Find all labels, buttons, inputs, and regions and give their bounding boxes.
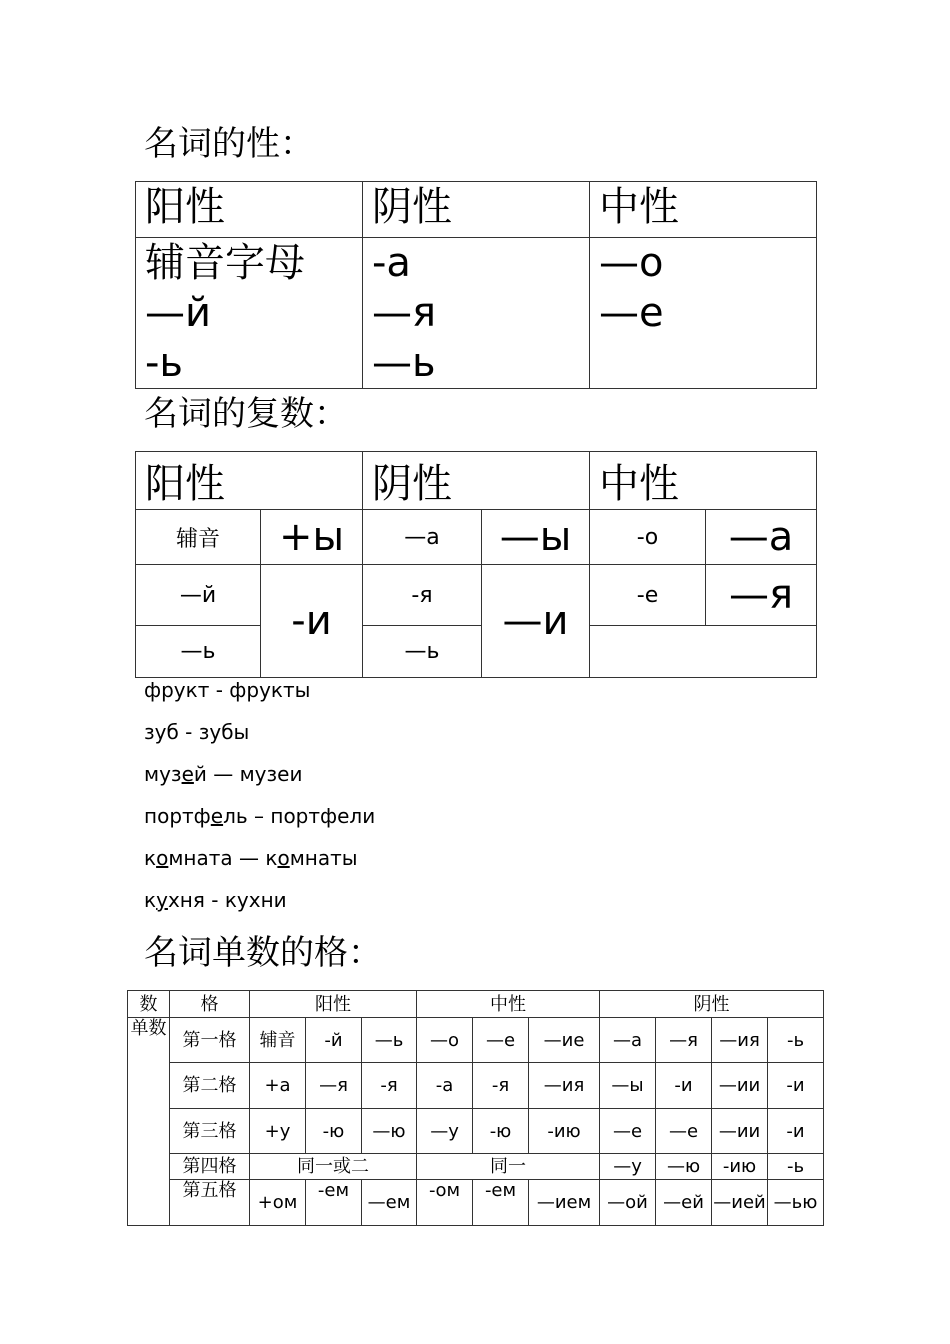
case-name: 第五格 xyxy=(170,1180,250,1226)
ending-cell: —ью xyxy=(768,1180,824,1226)
col-neuter-header: 中性 xyxy=(417,991,600,1018)
singular-ending: —ь xyxy=(363,626,482,678)
ending: -ь xyxy=(145,340,184,386)
stress-mark: о xyxy=(156,846,169,870)
ending-cell: —е xyxy=(656,1109,712,1154)
stress-mark: о xyxy=(277,846,290,870)
ending-cell: -ю xyxy=(473,1109,529,1154)
singular-ending: —й xyxy=(136,565,261,626)
ending-cell: +у xyxy=(250,1109,306,1154)
ending-cell: —у xyxy=(600,1154,656,1180)
case-name: 第一格 xyxy=(170,1018,250,1063)
ending-cell: -й xyxy=(306,1018,362,1063)
example-line: зуб - зубы xyxy=(144,720,250,744)
plural-table xyxy=(135,451,817,678)
ending-cell: —я xyxy=(656,1018,712,1063)
example-line: музей — музеи xyxy=(144,762,303,786)
header-masculine: 阳性 xyxy=(136,452,363,510)
ending-cell: 辅音 xyxy=(250,1018,306,1063)
col-number-header: 数 xyxy=(128,991,170,1018)
ending-cell: -ь xyxy=(768,1018,824,1063)
col-masculine-header: 阳性 xyxy=(250,991,417,1018)
ending-cell: —о xyxy=(417,1018,473,1063)
ending-cell: —ей xyxy=(656,1180,712,1226)
ending-cell: 同一或二 xyxy=(250,1154,417,1180)
ending: —ь xyxy=(372,340,436,386)
ending: -а xyxy=(372,240,411,286)
gender-table xyxy=(135,181,817,389)
plural-ending: —и xyxy=(482,565,590,678)
ending-cell: -а xyxy=(417,1063,473,1109)
case-name: 第四格 xyxy=(170,1154,250,1180)
ending-cell: -и xyxy=(656,1063,712,1109)
example-line: фрукт - фрукты xyxy=(144,678,311,702)
case-name: 第二格 xyxy=(170,1063,250,1109)
ending-cell: —ии xyxy=(712,1063,768,1109)
plural-heading: 名词的复数： xyxy=(144,394,348,434)
plural-ending: —я xyxy=(706,565,817,626)
empty-cell xyxy=(590,626,817,678)
stress-mark: е xyxy=(210,804,224,828)
ending: 辅音字母 xyxy=(145,240,305,286)
ending: —й xyxy=(145,290,211,336)
singular-ending: -я xyxy=(363,565,482,626)
header-feminine: 阴性 xyxy=(363,182,590,238)
ending-cell: —ем xyxy=(362,1180,417,1226)
plural-ending: —а xyxy=(706,510,817,565)
singular-ending: —ь xyxy=(136,626,261,678)
neuter-endings xyxy=(590,238,817,389)
ending-cell: —у xyxy=(417,1109,473,1154)
ending-cell: -ом xyxy=(417,1180,473,1226)
ending-cell: -я xyxy=(473,1063,529,1109)
plural-ending: +ы xyxy=(261,510,363,565)
ending-cell: —я xyxy=(306,1063,362,1109)
case-table xyxy=(127,990,824,1226)
masculine-endings xyxy=(136,238,363,389)
col-feminine-header: 阴性 xyxy=(600,991,824,1018)
ending-cell: —а xyxy=(600,1018,656,1063)
ending-cell: -ь xyxy=(768,1154,824,1180)
ending-cell: —е xyxy=(600,1109,656,1154)
ending-cell: —е xyxy=(473,1018,529,1063)
ending-cell: —ь xyxy=(362,1018,417,1063)
example-line: комната — комнаты xyxy=(144,846,358,870)
ending-cell: -и xyxy=(768,1063,824,1109)
ending-cell: -ю xyxy=(306,1109,362,1154)
ending: —е xyxy=(599,290,664,336)
singular-case-heading: 名词单数的格： xyxy=(144,933,382,973)
header-feminine: 阴性 xyxy=(363,452,590,510)
header-neuter: 中性 xyxy=(590,182,817,238)
singular-ending: -е xyxy=(590,565,706,626)
col-case-header: 格 xyxy=(170,991,250,1018)
feminine-endings xyxy=(363,238,590,389)
ending-cell: -ем xyxy=(306,1180,362,1226)
example-line: кухня - кухни xyxy=(144,888,287,912)
singular-ending: -о xyxy=(590,510,706,565)
stress-mark: е xyxy=(181,762,194,786)
header-neuter: 中性 xyxy=(590,452,817,510)
ending-cell: -и xyxy=(768,1109,824,1154)
ending-cell: -ем xyxy=(473,1180,529,1226)
example-line: портфель – портфели xyxy=(144,804,376,828)
ending-cell: -ию xyxy=(712,1154,768,1180)
singular-ending: 辅音 xyxy=(136,510,261,565)
ending-cell: —ия xyxy=(712,1018,768,1063)
ending-cell: —ы xyxy=(600,1063,656,1109)
ending-cell: —ю xyxy=(362,1109,417,1154)
stress-mark: у xyxy=(156,888,168,912)
ending: —о xyxy=(599,240,664,286)
ending: —я xyxy=(372,290,437,336)
ending-cell: +а xyxy=(250,1063,306,1109)
ending-cell: —ю xyxy=(656,1154,712,1180)
ending-cell: -я xyxy=(362,1063,417,1109)
plural-ending: -и xyxy=(261,565,363,678)
ending-cell: —ой xyxy=(600,1180,656,1226)
ending-cell: —ии xyxy=(712,1109,768,1154)
ending-cell: —ия xyxy=(529,1063,600,1109)
ending-cell: -ию xyxy=(529,1109,600,1154)
singular-ending: —а xyxy=(363,510,482,565)
ending-cell: 同一 xyxy=(417,1154,600,1180)
ending-cell: —ией xyxy=(712,1180,768,1226)
ending-cell: —ие xyxy=(529,1018,600,1063)
plural-ending: —ы xyxy=(482,510,590,565)
ending-cell: +ом xyxy=(250,1180,306,1226)
number-singular: 单数 xyxy=(128,1018,170,1226)
header-masculine: 阳性 xyxy=(136,182,363,238)
case-name: 第三格 xyxy=(170,1109,250,1154)
ending-cell: —ием xyxy=(529,1180,600,1226)
gender-heading: 名词的性： xyxy=(144,124,314,164)
